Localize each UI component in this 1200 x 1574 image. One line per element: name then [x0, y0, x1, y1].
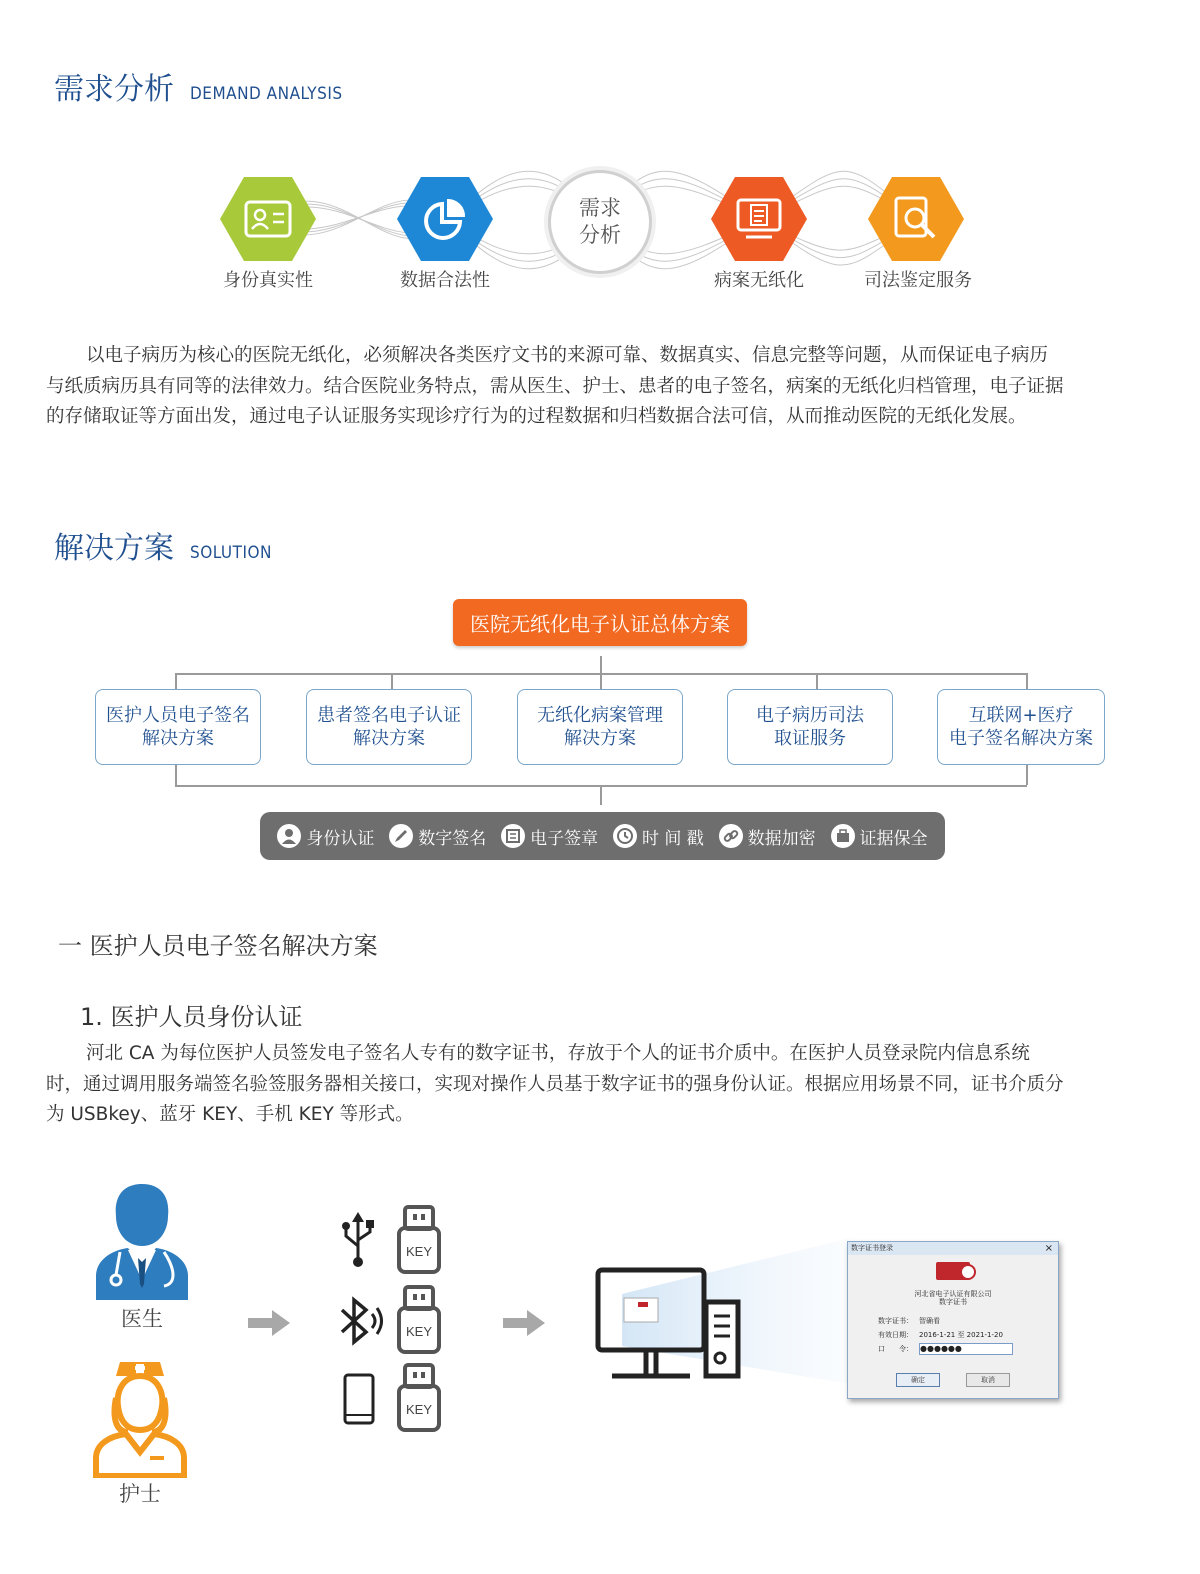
pie-chart-icon: [420, 194, 470, 244]
cert-label: 数字证书：: [878, 1317, 913, 1325]
magnifier-document-icon: [891, 194, 941, 244]
dialog-company-name: 河北省电子认证有限公司: [914, 1290, 992, 1298]
box-line2: 解决方案: [353, 728, 425, 749]
box-line1: 互联网+医疗: [968, 705, 1074, 726]
ca-logo: [936, 1262, 970, 1280]
box-line2: 解决方案: [564, 728, 636, 749]
connector: [175, 765, 177, 785]
connector: [600, 673, 602, 689]
feature-timestamp: [613, 824, 704, 849]
box-line2: 解决方案: [142, 728, 214, 749]
key-label: KEY: [405, 1324, 433, 1339]
solution-box-patient: [306, 689, 472, 765]
solution-box-paperless: [517, 689, 683, 765]
demand-paragraph: 以电子病历为核心的医院无纸化，必须解决各类医疗文书的来源可靠、数据真实、信息完整等问题，从而保证电子病历与纸质病历具有同等的法律效力。结合医院业务特点，需从医生、护士、患者的电子签名，病案的无纸化归档管理，电子证据的存储取证等方面出发，通过电子认证服务实现诊疗行为的过程数据和归档数据合法可信，从而推动医院的无纸化发展。: [46, 345, 1064, 427]
label-record: 病案无纸化: [714, 270, 804, 291]
nurse-icon: [92, 1358, 188, 1478]
solution-title-en: SOLUTION: [190, 543, 272, 563]
solution-box-staff: [95, 689, 261, 765]
demand-center-circle: [548, 170, 652, 274]
label-forensic: 司法鉴定服务: [864, 270, 972, 291]
feature-label: 数据加密: [747, 828, 816, 849]
arrow-right-icon: [248, 1308, 292, 1338]
cert-login-dialog: [847, 1241, 1059, 1399]
computer-icon: [594, 1236, 854, 1386]
bluetooth-icon: [334, 1296, 384, 1346]
validity-label: 有效日期：: [878, 1331, 913, 1339]
key-label: KEY: [405, 1244, 433, 1259]
user-icon: [277, 824, 301, 848]
feature-identity: [277, 824, 374, 849]
feature-encryption: [719, 824, 816, 849]
phone-icon: [343, 1373, 375, 1425]
feature-label: 时 间 戳: [642, 828, 704, 849]
feature-label: 数字签名: [418, 828, 487, 849]
link-icon: [719, 824, 743, 848]
label-data: 数据合法性: [400, 270, 490, 291]
section1-paragraph: 河北 CA 为每位医护人员签发电子签名人专有的数字证书，存放于个人的证书介质中。在医护人员登录院内信息系统时，通过调用服务端签名验签服务器相关接口，实现对操作人员基于数字证书的强身份认证。根据应用场景不同，证书介质分为 USBkey、蓝牙 KEY、手机 KEY 等形式。: [46, 1043, 1064, 1125]
dialog-title: 数字证书登录: [851, 1244, 893, 1252]
connector: [391, 673, 393, 689]
dialog-close-button[interactable]: ×: [1044, 1243, 1053, 1254]
box-line1: 无纸化病案管理: [537, 705, 663, 726]
connector: [600, 656, 602, 674]
dialog-cancel-button[interactable]: 取消: [966, 1373, 1010, 1387]
password-input[interactable]: ●●●●●●: [919, 1343, 1013, 1355]
connector: [1026, 765, 1028, 785]
demand-title-zh: 需求分析: [54, 72, 174, 107]
pen-icon: [389, 824, 413, 848]
dialog-ok-button[interactable]: 确定: [896, 1373, 940, 1387]
feature-label: 身份认证: [306, 828, 375, 849]
solution-box-internet: [937, 689, 1105, 765]
password-label: 口 令：: [878, 1345, 913, 1353]
validity-value: 2016-1-21 至 2021-1-20: [919, 1331, 1003, 1339]
arrow-right-icon: [503, 1308, 547, 1338]
usb-key-icon: [396, 1204, 442, 1276]
section1-heading: 一 医护人员电子签名解决方案: [58, 932, 378, 960]
label-identity: 身份真实性: [223, 270, 313, 291]
box-line1: 患者签名电子认证: [317, 705, 461, 726]
section1-subheading: 1. 医护人员身份认证: [80, 1003, 303, 1031]
bluetooth-key-icon: [396, 1284, 442, 1356]
connector: [816, 673, 818, 689]
dialog-titlebar: [848, 1242, 1058, 1255]
key-label: KEY: [405, 1402, 433, 1417]
solution-box-forensic: [727, 689, 893, 765]
monitor-document-icon: [734, 196, 784, 242]
id-card-icon: [243, 199, 293, 239]
clock-icon: [613, 824, 637, 848]
connector: [600, 785, 602, 805]
dialog-subtitle: 数字证书: [939, 1298, 967, 1306]
cert-value: 智确看: [919, 1317, 940, 1325]
nurse-label: 护士: [119, 1482, 161, 1506]
connector: [175, 673, 177, 689]
box-line2: 取证服务: [774, 728, 846, 749]
box-line1: 电子病历司法: [756, 705, 864, 726]
feature-seal: [501, 824, 598, 849]
doctor-icon: [92, 1180, 192, 1302]
box-line2: 电子签名解决方案: [949, 728, 1093, 749]
seal-icon: [501, 824, 525, 848]
feature-signature: [389, 824, 486, 849]
demand-title-en: DEMAND ANALYSIS: [190, 84, 343, 104]
feature-label: 证据保全: [859, 828, 928, 849]
doctor-label: 医生: [121, 1307, 163, 1331]
feature-label: 电子签章: [530, 828, 599, 849]
briefcase-icon: [831, 824, 855, 848]
dialog-fields: [878, 1314, 1013, 1356]
center-line1: 需求: [579, 196, 621, 220]
phone-key-icon: [396, 1362, 442, 1434]
usb-icon: [340, 1212, 376, 1268]
solution-section-title: [54, 523, 272, 567]
connector: [1026, 673, 1028, 689]
feature-bar: [260, 812, 945, 860]
solution-title-zh: 解决方案: [54, 531, 174, 566]
center-line2: 分析: [579, 223, 621, 247]
dialog-company: [848, 1290, 1058, 1306]
feature-evidence: [831, 824, 928, 849]
demand-section-title: [54, 64, 343, 108]
overall-solution-box: 医院无纸化电子认证总体方案: [453, 599, 747, 646]
box-line1: 医护人员电子签名: [106, 705, 250, 726]
